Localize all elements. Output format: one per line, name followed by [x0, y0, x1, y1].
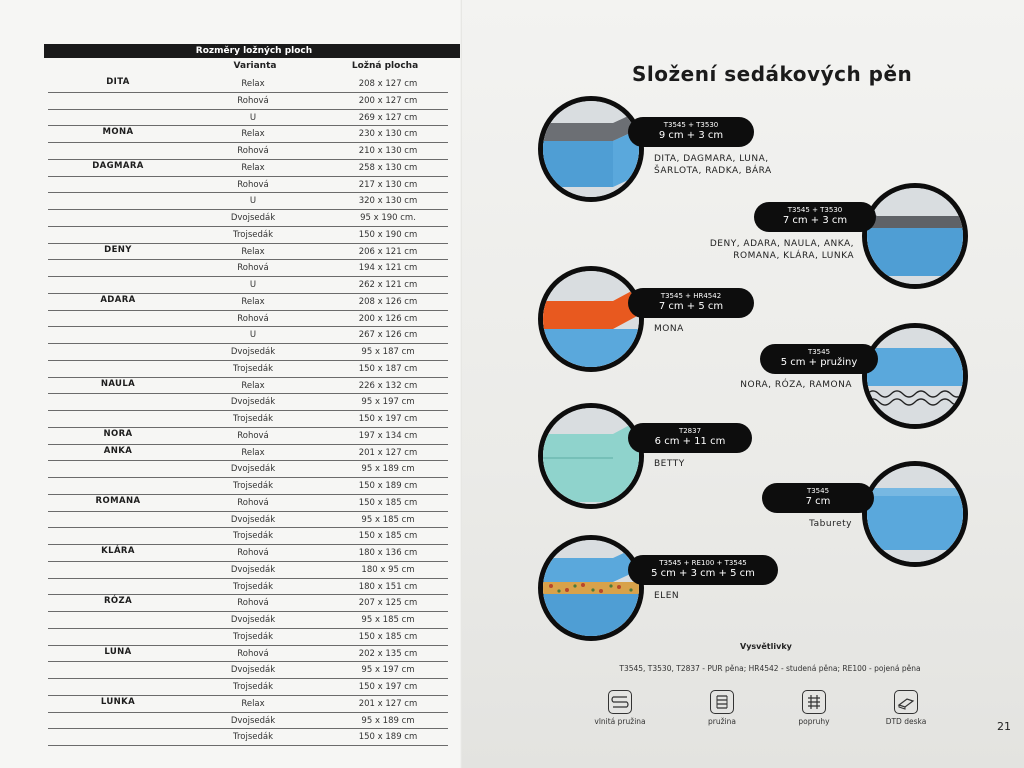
table-row — [48, 110, 448, 127]
table-row — [48, 495, 448, 512]
foam-sample-4-pill — [760, 344, 878, 374]
foam-sample-4-code: T3545 — [807, 348, 831, 356]
row-variant: Rohová — [237, 313, 269, 324]
foam-sample-7-image — [538, 535, 644, 641]
column-header-area: Ložná plocha — [351, 61, 419, 71]
row-area: 150 x 189 cm — [358, 481, 418, 491]
row-variant: Rohová — [237, 146, 269, 156]
legend-label-spring: pružina — [708, 717, 736, 726]
row-variant: Rohová — [237, 497, 269, 508]
row-variant: Trojsedák — [233, 732, 273, 743]
foam-sample-4-models: NORA, RÓZA, RAMONA — [740, 380, 852, 390]
foam-sample-2-pill — [754, 202, 876, 232]
table-row — [48, 260, 448, 277]
row-area: 226 x 132 cm — [358, 380, 418, 391]
table-title: Rozměry ložných ploch — [44, 44, 464, 58]
row-variant: Trojsedák — [233, 682, 273, 692]
foam-sample-2-code: T3545 + T3530 — [787, 206, 843, 214]
foam-sample-1-dims: 9 cm + 3 cm — [658, 130, 724, 141]
row-variant: Dvojsedák — [230, 615, 276, 625]
table-row — [48, 394, 448, 411]
row-variant: Relax — [241, 447, 265, 458]
table-row — [48, 93, 448, 110]
foam-sample-2-models: DENY, ADARA, NAULA, ANKA, ROMANA, KLÁRA, LUNKA — [709, 239, 854, 261]
row-area: 202 x 135 cm — [358, 648, 418, 659]
row-area: 95 x 197 cm — [361, 665, 415, 676]
column-header-variant: Varianta — [233, 61, 277, 71]
legend-item-wavy-spring — [580, 690, 660, 726]
row-model-name: NORA — [103, 428, 133, 439]
row-area: 180 x 95 cm — [361, 564, 415, 575]
row-variant: Dvojsedák — [230, 464, 276, 475]
table-row — [48, 662, 448, 679]
table-row — [48, 428, 448, 445]
row-variant: Relax — [241, 698, 265, 709]
row-variant: Dvojsedák — [230, 564, 276, 575]
foam-sample-3-pill — [628, 288, 754, 318]
foam-sample-1-pill — [628, 117, 754, 147]
row-model-name: DAGMARA — [92, 160, 144, 171]
foam-sample-7-models: ELEN — [654, 591, 680, 601]
spring-icon — [710, 690, 734, 714]
page-number: 21 — [997, 720, 1011, 733]
row-variant: U — [249, 330, 257, 341]
row-variant: Trojsedák — [233, 229, 273, 240]
row-area: 95 x 185 cm — [361, 514, 415, 525]
row-area: 201 x 127 cm — [358, 698, 418, 709]
row-area: 180 x 136 cm — [358, 548, 418, 558]
table-row — [48, 160, 448, 177]
table-row — [48, 411, 448, 428]
board-icon — [894, 690, 918, 714]
legend-item-spring — [682, 690, 762, 726]
table-row — [48, 126, 448, 143]
foam-sample-3-dims: 7 cm + 5 cm — [658, 301, 724, 312]
row-area: 150 x 185 cm — [358, 497, 418, 508]
row-variant: Relax — [241, 296, 265, 307]
row-model-name: LUNA — [104, 646, 132, 657]
table-row — [48, 478, 448, 495]
table-row — [48, 76, 448, 93]
row-model-name: ANKA — [103, 445, 133, 456]
row-variant: Relax — [241, 380, 265, 391]
table-body — [48, 76, 448, 746]
row-variant: Dvojsedák — [230, 665, 276, 676]
row-area: 150 x 189 cm — [358, 732, 418, 743]
row-area: 262 x 121 cm — [358, 280, 418, 290]
row-area: 150 x 197 cm — [358, 414, 418, 424]
row-area: 95 x 187 cm — [361, 347, 415, 357]
foam-sample-6-image — [862, 461, 968, 567]
row-area: 95 x 190 cm. — [360, 213, 416, 223]
table-row — [48, 512, 448, 529]
row-area: 201 x 127 cm — [358, 447, 418, 458]
legend-label-straps: popruhy — [798, 717, 830, 726]
row-model-name: NAULA — [100, 378, 136, 389]
row-area: 269 x 127 cm — [358, 112, 418, 123]
table-row — [48, 729, 448, 746]
row-area: 150 x 185 cm — [358, 531, 418, 542]
legend-label-wavy-spring: vlnitá pružina — [594, 717, 646, 726]
row-model-name: KLÁRA — [101, 546, 135, 556]
foam-sample-7-pill — [628, 555, 778, 585]
foam-sample-5-code: T2837 — [678, 427, 702, 435]
row-variant: Relax — [241, 129, 265, 140]
foam-sample-5-dims: 6 cm + 11 cm — [654, 436, 726, 447]
row-area: 200 x 127 cm — [358, 95, 418, 106]
table-row — [48, 327, 448, 344]
table-row — [48, 227, 448, 244]
foam-sample-3-models: MONA — [654, 324, 684, 334]
row-variant: Dvojsedák — [230, 397, 276, 408]
table-row — [48, 177, 448, 194]
table-row — [48, 629, 448, 646]
foam-sample-4-dims: 5 cm + pružiny — [780, 357, 858, 368]
foam-sample-6-pill — [762, 483, 874, 513]
table-row — [48, 545, 448, 562]
row-area: 267 x 126 cm — [358, 330, 418, 341]
row-model-name: DITA — [106, 77, 130, 87]
table-row — [48, 679, 448, 696]
foam-sample-5-image — [538, 403, 644, 509]
row-variant: Trojsedák — [233, 414, 273, 424]
row-model-name: ADARA — [100, 294, 136, 305]
row-variant: U — [249, 112, 257, 123]
foam-sample-1-models: DITA, DAGMARA, LUNA, ŠARLOTA, RADKA, BÁRA — [654, 154, 772, 176]
row-area: 207 x 125 cm — [358, 598, 418, 609]
row-area: 206 x 121 cm — [358, 246, 418, 257]
foam-sample-7-code: T3545 + RE100 + T3545 — [659, 559, 747, 567]
foam-sample-1-code: T3545 + T3530 — [663, 121, 719, 129]
table-row — [48, 646, 448, 663]
table-row — [48, 378, 448, 395]
row-area: 197 x 134 cm — [358, 430, 418, 441]
row-area: 320 x 130 cm — [358, 196, 418, 207]
row-variant: Dvojsedák — [230, 715, 276, 726]
legend-text: T3545, T3530, T2837 - PUR pěna; HR4542 - studená pěna; RE100 - pojená pěna — [619, 664, 921, 673]
row-area: 208 x 126 cm — [358, 296, 418, 307]
foams-title: Složení sedákových pěn — [632, 62, 913, 86]
row-variant: Dvojsedák — [230, 347, 276, 357]
row-area: 95 x 197 cm — [361, 397, 415, 408]
table-row — [48, 294, 448, 311]
row-area: 217 x 130 cm — [358, 179, 418, 190]
row-variant: U — [249, 280, 257, 290]
row-variant: Rohová — [237, 430, 269, 441]
table-row — [48, 612, 448, 629]
table-row — [48, 277, 448, 294]
row-variant: Rohová — [237, 598, 269, 609]
table-row — [48, 361, 448, 378]
row-model-name: RÓZA — [103, 596, 133, 607]
table-row — [48, 696, 448, 713]
row-variant: Relax — [241, 246, 265, 257]
table-row — [48, 579, 448, 596]
legend-label-board: DTD deska — [885, 717, 927, 726]
table-panel — [0, 0, 462, 768]
row-variant: Dvojsedák — [230, 514, 276, 525]
row-area: 180 x 151 cm — [358, 581, 418, 592]
row-variant: U — [249, 196, 257, 207]
foam-sample-3-code: T3545 + HR4542 — [660, 292, 722, 300]
row-variant: Trojsedák — [233, 581, 273, 592]
table-row — [48, 461, 448, 478]
table-row — [48, 143, 448, 160]
row-variant: Rohová — [237, 548, 269, 558]
legend-item-straps — [774, 690, 854, 726]
foam-sample-6-dims: 7 cm — [805, 496, 831, 507]
row-area: 258 x 130 cm — [358, 162, 418, 173]
row-model-name: MONA — [102, 127, 134, 138]
row-variant: Dvojsedák — [230, 213, 276, 223]
table-row — [48, 193, 448, 210]
row-variant: Relax — [241, 162, 265, 173]
table-row — [48, 344, 448, 361]
table-row — [48, 311, 448, 328]
foam-sample-4-image — [862, 323, 968, 429]
table-row — [48, 244, 448, 261]
row-variant: Rohová — [237, 263, 269, 274]
row-variant: Trojsedák — [233, 363, 273, 374]
row-variant: Trojsedák — [233, 481, 273, 491]
row-variant: Trojsedák — [233, 531, 273, 542]
foam-sample-1-image — [538, 96, 644, 202]
row-variant: Rohová — [237, 648, 269, 659]
foam-sample-2-image — [862, 183, 968, 289]
row-area: 150 x 197 cm — [358, 682, 418, 692]
foam-sample-5-models: BETTY — [654, 459, 685, 469]
row-model-name: ROMANA — [95, 495, 141, 506]
row-area: 230 x 130 cm — [358, 129, 418, 140]
row-variant: Rohová — [237, 179, 269, 190]
row-model-name: DENY — [104, 244, 132, 255]
table-row — [48, 445, 448, 462]
row-area: 210 x 130 cm — [358, 146, 418, 156]
row-area: 200 x 126 cm — [358, 313, 418, 324]
row-variant: Trojsedák — [233, 631, 273, 642]
row-area: 95 x 185 cm — [361, 615, 415, 625]
legend-title: Vysvětlivky — [740, 642, 792, 651]
row-area: 95 x 189 cm — [361, 464, 415, 475]
legend-item-board — [866, 690, 946, 726]
straps-icon — [802, 690, 826, 714]
row-variant: Relax — [241, 79, 265, 89]
table-row — [48, 210, 448, 227]
foam-sample-6-code: T3545 — [806, 487, 830, 495]
row-variant: Rohová — [237, 95, 269, 106]
row-model-name: LUNKA — [100, 696, 136, 707]
foam-sample-5-pill — [628, 423, 752, 453]
foam-sample-3-image — [538, 266, 644, 372]
wavy-spring-icon — [608, 690, 632, 714]
foam-sample-2-dims: 7 cm + 3 cm — [782, 215, 848, 226]
table-row — [48, 528, 448, 545]
table-row — [48, 713, 448, 730]
row-area: 95 x 189 cm — [361, 715, 415, 726]
row-area: 208 x 127 cm — [358, 79, 418, 89]
row-area: 150 x 190 cm — [358, 229, 418, 240]
table-row — [48, 595, 448, 612]
row-area: 194 x 121 cm — [358, 263, 418, 274]
foam-sample-7-dims: 5 cm + 3 cm + 5 cm — [651, 568, 755, 579]
row-area: 150 x 185 cm — [358, 631, 418, 642]
foam-sample-6-models: Taburety — [809, 519, 852, 529]
table-row — [48, 562, 448, 579]
row-area: 150 x 187 cm — [358, 363, 418, 374]
